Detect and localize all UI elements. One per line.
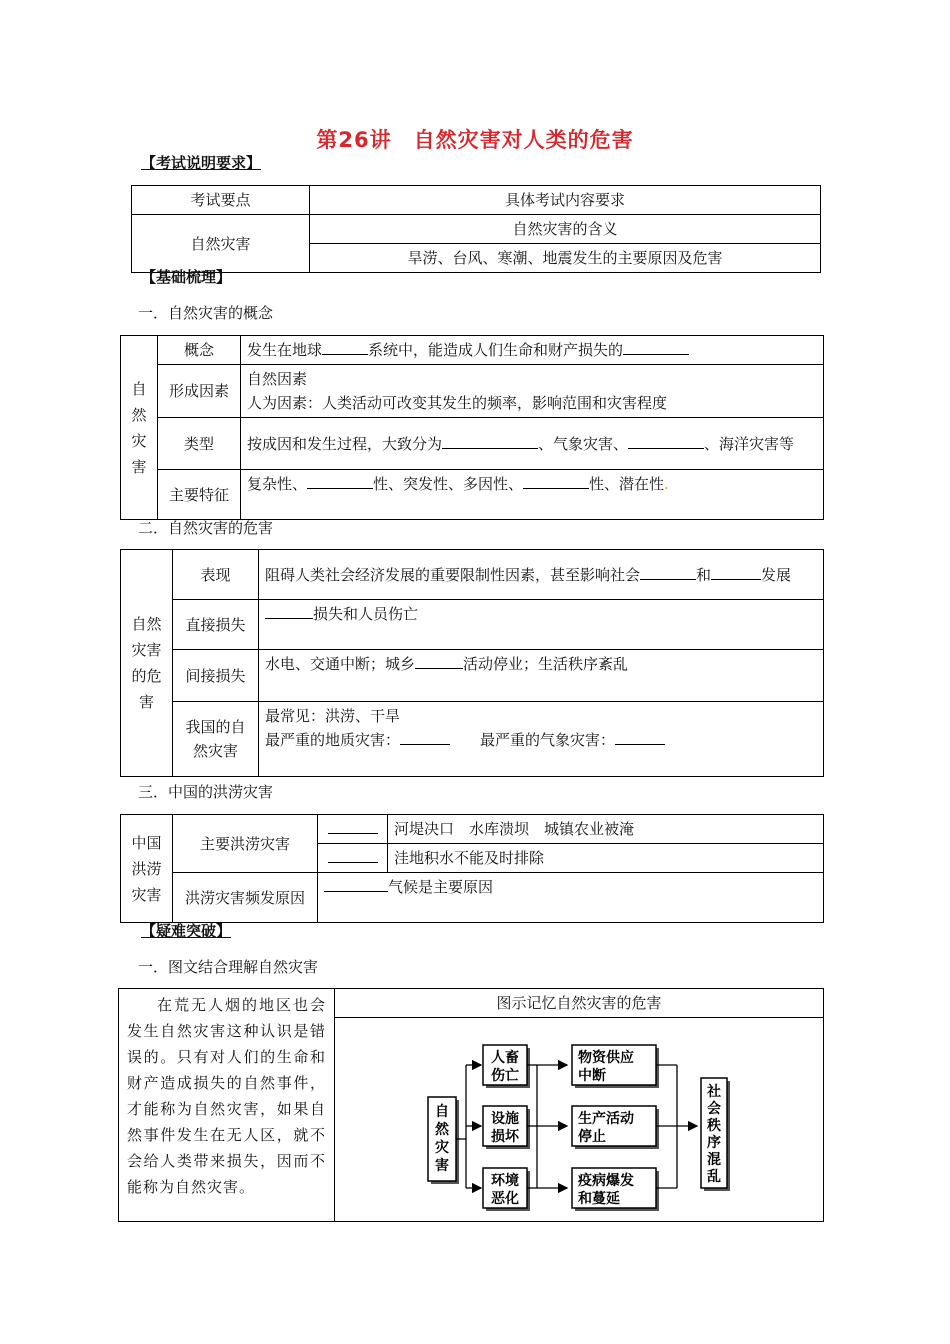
page-title: 第26讲 自然灾害对人类的危害: [316, 128, 634, 152]
flood-table: [120, 814, 824, 923]
exam-header-content: 具体考试内容要求: [310, 186, 821, 215]
answer-blank[interactable]: [615, 728, 665, 745]
exam-table: [131, 185, 821, 273]
source-char: 灾: [435, 1140, 449, 1156]
result-char: 序: [707, 1135, 721, 1151]
concept-content: 发生在地球 系统中，能造成人们生命和财产损失的: [241, 336, 824, 365]
part4-heading: 一．图文结合理解自然灾害: [138, 958, 319, 976]
direct-loss-content: 损失和人员伤亡: [259, 600, 824, 650]
indirect-loss-content: 水电、交通中断；城乡 活动停业；生活秩序紊乱: [259, 650, 824, 702]
factor-label: 形成因素: [158, 365, 241, 418]
feature-content: 复杂性、 性、突发性、多因性、 性、潜在性.: [241, 470, 824, 520]
right-text: 疫病爆发: [578, 1173, 634, 1189]
answer-blank[interactable]: [442, 432, 538, 449]
mid-text: 损坏: [491, 1129, 519, 1145]
answer-blank[interactable]: [328, 817, 378, 834]
source-char: 然: [435, 1122, 449, 1138]
source-char: 害: [435, 1158, 449, 1174]
result-char: 会: [707, 1101, 721, 1117]
factor-content: 自然因素 人为因素：人类活动可改变其发生的频率，影响范围和灾害程度: [241, 365, 824, 418]
right-text: 生产活动: [578, 1111, 634, 1127]
answer-blank[interactable]: [400, 728, 450, 745]
result-char: 秩: [707, 1118, 721, 1134]
flood-type-1: 河堤决口 水库溃坝 城镇农业被淹: [388, 815, 824, 844]
mid-text: 设施: [491, 1111, 519, 1127]
right-text: 和蔓延: [578, 1191, 620, 1207]
answer-blank[interactable]: [328, 846, 378, 863]
direct-loss-label: 直接损失: [173, 600, 259, 650]
source-char: 自: [435, 1104, 449, 1120]
diagram-cell: [335, 1018, 824, 1222]
flood-side-label: 中国洪涝灾害: [121, 815, 173, 923]
concept-table: [120, 335, 824, 520]
right-text: 停止: [578, 1129, 606, 1145]
exam-header-point: 考试要点: [132, 186, 310, 215]
flood-freq-content: 气候是主要原因: [318, 873, 824, 923]
china-disaster-label: 我国的自然灾害: [173, 702, 259, 777]
answer-blank[interactable]: [322, 338, 368, 355]
flood-main-label: 主要洪涝灾害: [173, 815, 318, 873]
exam-req-1: 自然灾害的含义: [310, 215, 821, 244]
explanation-paragraph: 在荒无人烟的地区也会发生自然灾害这种认识是错误的。只有对人们的生命和财产造成损失的自然事件，才能称为自然灾害，如果自然事件发生在无人区，就不会给人类带来损失，因而不能称为自然灾害。: [127, 996, 326, 1196]
answer-blank[interactable]: [307, 472, 373, 489]
result-char: 乱: [707, 1169, 721, 1185]
hazard-table: [120, 549, 824, 777]
section-hard-heading: 【疑难突破】: [141, 922, 232, 940]
hazard-flow-diagram: [335, 1018, 824, 1214]
impact-label: 表现: [173, 550, 259, 600]
part1-heading: 一．自然灾害的概念: [138, 304, 274, 322]
flood-type-2: 洼地积水不能及时排除: [388, 844, 824, 873]
explanation-cell: [119, 989, 335, 1222]
exam-req-2: 旱涝、台风、寒潮、地震发生的主要原因及危害: [310, 244, 821, 273]
concept-side-label: 自然灾害: [121, 336, 158, 520]
answer-blank[interactable]: [711, 563, 761, 580]
section-exam-heading: 【考试说明要求】: [141, 154, 262, 172]
indirect-loss-label: 间接损失: [173, 650, 259, 702]
flood-type-blank-cell: [318, 844, 388, 873]
flood-type-blank-cell: [318, 815, 388, 844]
impact-content: 阻碍人类社会经济发展的重要限制性因素，甚至影响社会 和 发展: [259, 550, 824, 600]
mid-text: 伤亡: [491, 1068, 519, 1084]
exam-topic: 自然灾害: [132, 215, 310, 273]
mid-text: 人畜: [491, 1050, 519, 1066]
flood-freq-label: 洪涝灾害频发原因: [173, 873, 318, 923]
answer-blank[interactable]: [324, 875, 388, 892]
diagram-table: [118, 988, 824, 1222]
answer-blank[interactable]: [415, 652, 463, 669]
diagram-title: 图示记忆自然灾害的危害: [335, 989, 824, 1018]
section-basic-heading: 【基础梳理】: [141, 268, 232, 286]
part2-heading: 二．自然灾害的危害: [138, 519, 274, 537]
mark-dot: .: [664, 475, 669, 493]
concept-label: 概念: [158, 336, 241, 365]
type-label: 类型: [158, 418, 241, 470]
right-text: 物资供应: [578, 1050, 634, 1066]
type-content: 按成因和发生过程，大致分为 、气象灾害、 、海洋灾害等: [241, 418, 824, 470]
mid-text: 环境: [491, 1173, 519, 1189]
answer-blank[interactable]: [523, 472, 589, 489]
answer-blank[interactable]: [623, 338, 689, 355]
part3-heading: 三．中国的洪涝灾害: [138, 783, 274, 801]
china-disaster-content: 最常见：洪涝、干旱 最严重的地质灾害： 最严重的气象灾害：: [259, 702, 824, 777]
mid-text: 恶化: [491, 1191, 519, 1207]
answer-blank[interactable]: [640, 563, 696, 580]
hazard-side-label: 自然灾害的危害: [121, 550, 173, 777]
answer-blank[interactable]: [628, 432, 704, 449]
result-char: 社: [707, 1084, 721, 1100]
result-char: 混: [707, 1152, 721, 1168]
answer-blank[interactable]: [265, 602, 313, 619]
feature-label: 主要特征: [158, 470, 241, 520]
right-text: 中断: [578, 1068, 606, 1084]
